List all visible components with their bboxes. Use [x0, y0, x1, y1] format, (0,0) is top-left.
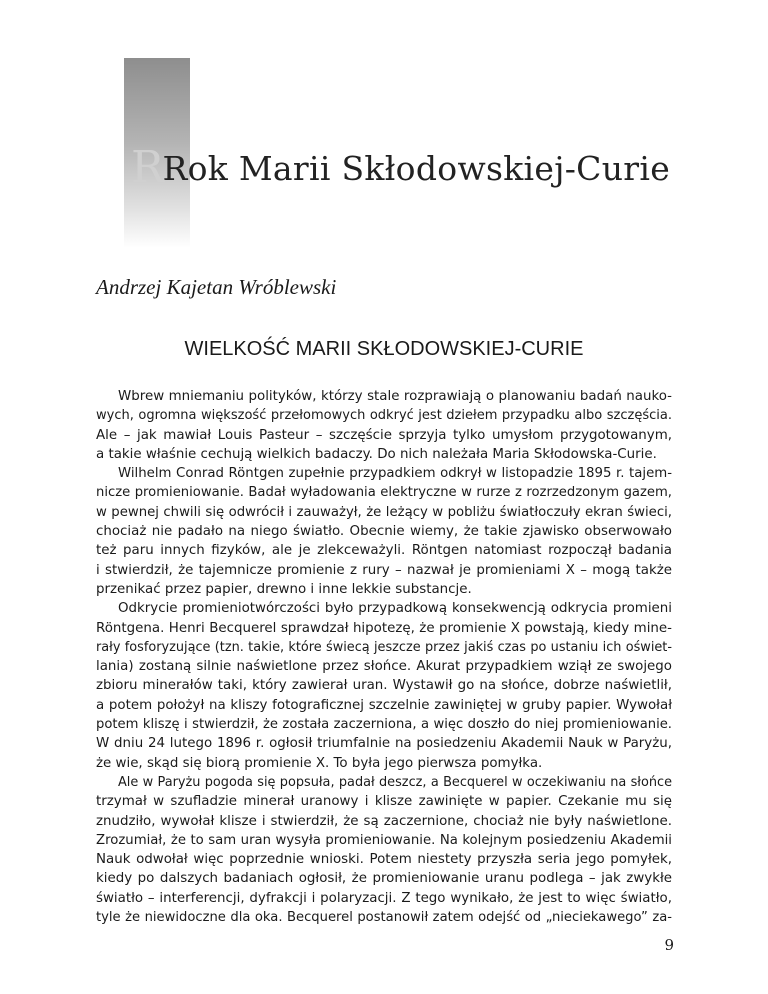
body-line: też paru innych fizyków, ale je zlekceważyli. Röntgen natomiast rozpoczął badania [96, 543, 672, 559]
body-line: tyle że niewidoczne dla oka. Becquerel postanowił zatem odejść od „nieciekawego” za- [96, 910, 672, 926]
body-line: a takie właśnie cechują wielkich badaczy. Do nich należała Maria Skłodowska-Curie. [96, 446, 657, 462]
body-line: potem kliszę i stwierdził, że została zaczerniona, a więc doszło do niej promieniowanie. [96, 717, 672, 733]
body-line: trzymał w szufladzie minerał uranowy i klisze zawinięte w papier. Czekanie mu się [96, 794, 672, 810]
body-line: lania) zostaną silnie naświetlone przez słońce. Akurat przypadkiem wziął ze swojego [96, 659, 672, 675]
body-line: Röntgena. Henri Becquerel sprawdzał hipotezę, że promienie X powstają, kiedy mine- [96, 620, 672, 636]
body-line: Wilhelm Conrad Röntgen zupełnie przypadkiem odkrył w listopadzie 1895 r. tajem- [118, 466, 672, 482]
body-line: przenikać przez papier, drewno i inne lekkie substancje. [96, 581, 472, 597]
body-line: i stwierdził, że tajemnicze promienie z rury – nazwał je promieniami X – mogą także [96, 562, 672, 578]
body-line: nicze promieniowanie. Badał wyładowania elektryczne w rurze z rozrzedzonym gazem, [96, 485, 672, 501]
body-line: wych, ogromna większość przełomowych odkryć jest dziełem przypadku albo szczęścia. [96, 408, 672, 424]
body-line: W dniu 24 lutego 1896 r. ogłosił triumfalnie na posiedzeniu Akademii Nauk w Paryżu, [96, 736, 672, 752]
body-line: Ale w Paryżu pogoda się popsuła, padał deszcz, a Becquerel w oczekiwaniu na słońce [118, 774, 672, 790]
body-line: Zrozumiał, że to sam uran wysyła promieniowanie. Na kolejnym posiedzeniu Akademii [96, 832, 672, 848]
page-number: 9 [664, 936, 674, 954]
body-line: zbioru minerałów taki, który zawierał uran. Wystawił go na słońce, dobrze naświetlił, [96, 678, 672, 694]
body-line: światło – interferencji, dyfrakcji i polaryzacji. Z tego wynikało, że jest to więc światło, [96, 890, 672, 906]
body-line: Nauk odwołał więc poprzednie wnioski. Potem niestety przyszła seria jego pomyłek, [96, 852, 672, 868]
body-line: znudziło, wywołał klisze i stwierdził, że są zaczernione, chociaż nie były naświetlone. [96, 813, 672, 829]
body-line: Odkrycie promieniotwórczości było przypadkową konsekwencją odkrycia promieni [118, 601, 672, 617]
body-line: chociaż nie padało na niego światło. Obecnie wiemy, że takie zjawisko obserwowało [96, 524, 672, 540]
article-title: WIELKOŚĆ MARII SKŁODOWSKIEJ-CURIE [184, 338, 584, 360]
body-line: kiedy po dalszych badaniach ogłosił, że promieniowanie uranu podlega – jak zwykłe [96, 871, 672, 887]
body-line: rały fosforyzujące (tzn. takie, które świecą jeszcze przez jakiś czas po ustaniu ich oświet- [96, 639, 672, 655]
drop-letter: R [131, 142, 165, 193]
section-title [131, 140, 670, 191]
body-line: Wbrew mniemaniu polityków, którzy stale rozprawiają o planowaniu badań nauko- [118, 389, 672, 404]
author-name: Andrzej Kajetan Wróblewski [96, 275, 337, 299]
body-line: a potem położył na kliszy fotograficznej szczelnie zawiniętej w gruby papier. Wywołał [96, 697, 672, 713]
body-line: Ale – jak mawiał Louis Pasteur – szczęście sprzyja tylko umysłom przygotowanym, [96, 427, 672, 443]
body-line: w pewnej chwili się odwrócił i zauważył, że leżący w pobliżu światłoczuły ekran świeci, [96, 504, 672, 520]
section-title-text: Rok Marii Skłodowskiej-Curie [162, 149, 671, 188]
article-body [96, 387, 672, 927]
body-line: że wie, skąd się biorą promienie X. To była jego pierwsza pomyłka. [96, 755, 543, 771]
